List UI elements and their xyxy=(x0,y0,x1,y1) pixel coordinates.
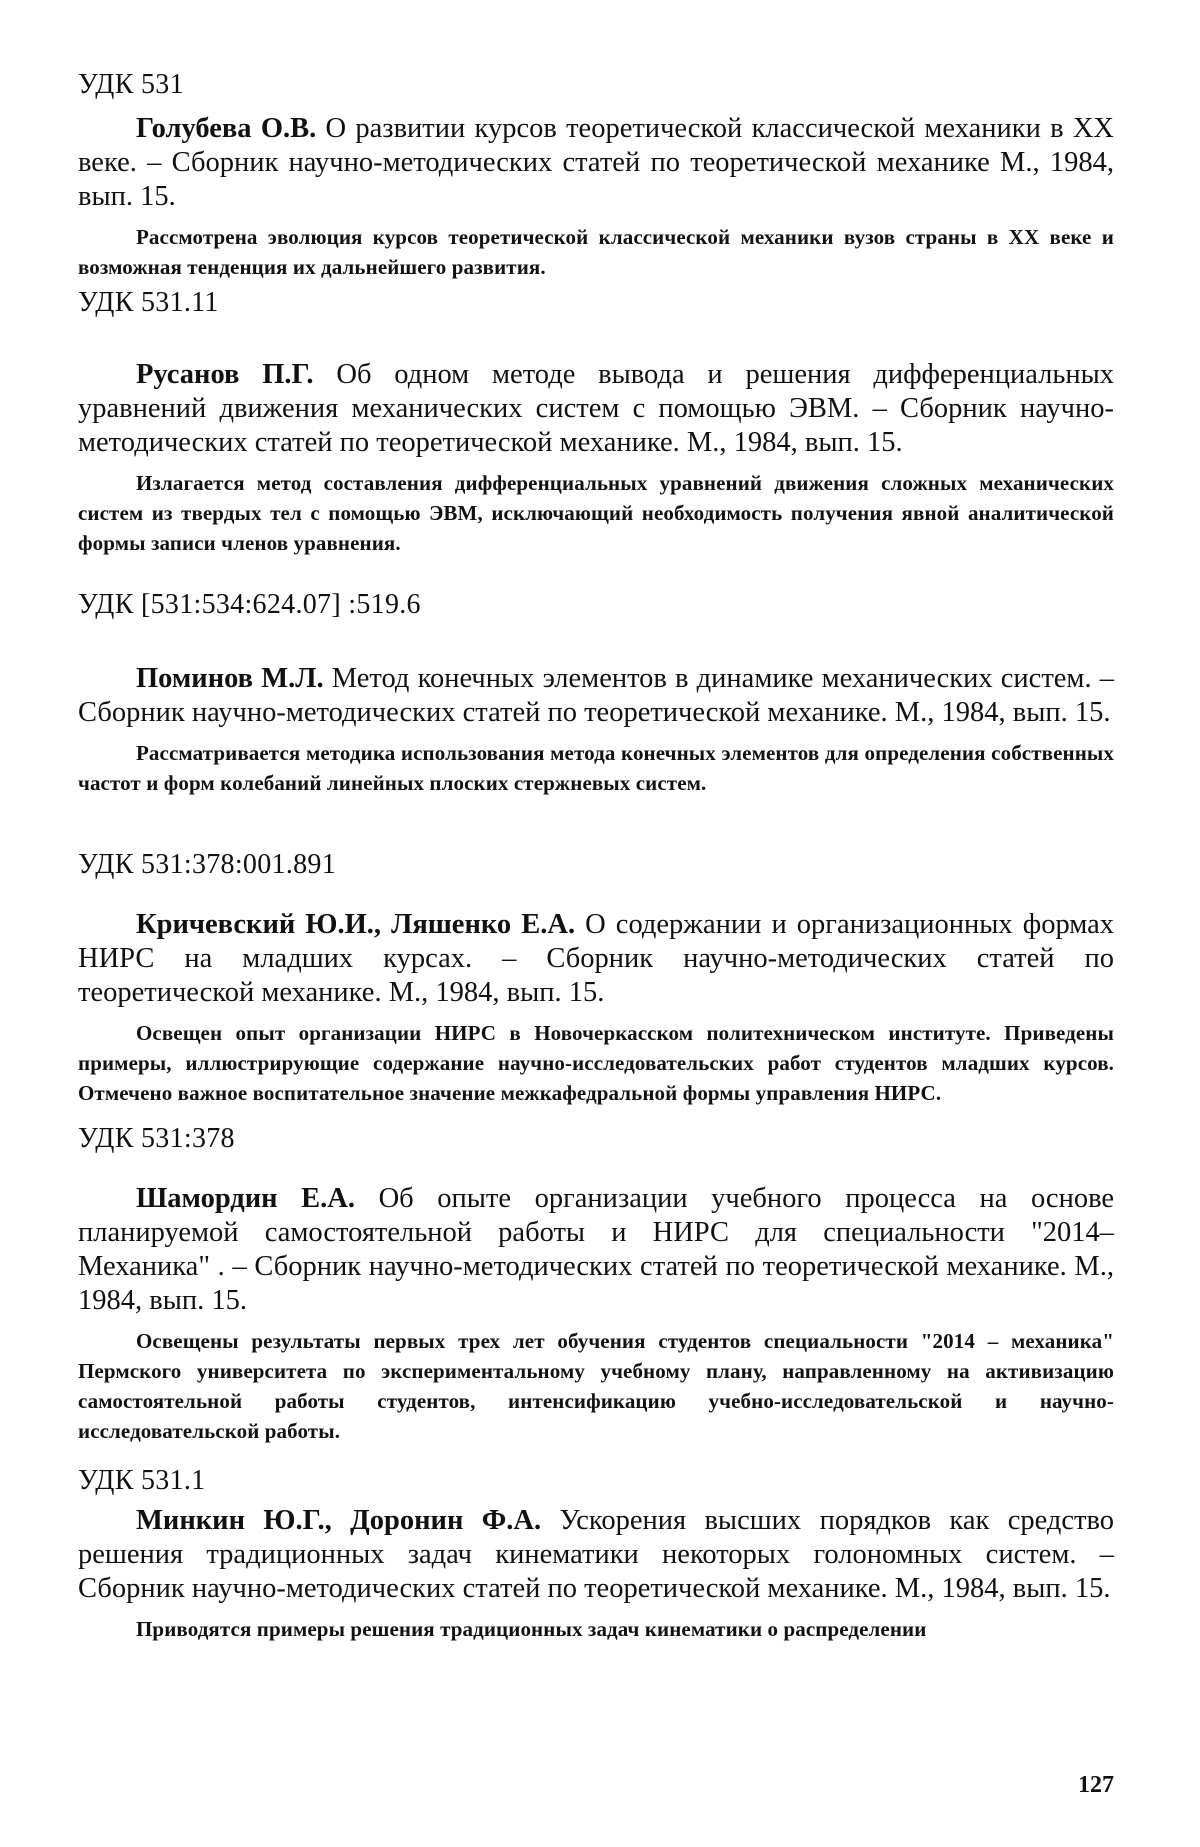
udc-code: УДК [531:534:624.07] :519.6 xyxy=(78,589,421,620)
abstract-entry xyxy=(78,848,1114,1108)
entry-title: Метод конечных элементов в динамике механических систем. – Сборник научно-методических статей по теоретической механике. М., 1984, вып. 15. xyxy=(78,663,1115,728)
entry-title: Об одном методе вывода и решения дифференциальных уравнений движения механических систем с помощью ЭВМ. – Сборник научно-методических статей по теоретической механике. М., 1984, вып. 15. xyxy=(78,359,1115,458)
entry-authors: Шамордин Е.А. xyxy=(136,1183,355,1214)
udc-code: УДК 531:378 xyxy=(78,1123,235,1154)
entry-citation xyxy=(78,112,1114,214)
abstract-entry xyxy=(78,1122,1114,1446)
entry-abstract: Освещены результаты первых трех лет обучения студентов специальности "2014 – механика" Пермского университета по экспериментальному учебному плану, направленному на активизацию самостоятельной работы студентов, интенсификацию учебно-исследовательской и научно-исследовательской работы. xyxy=(78,1329,1114,1443)
entry-authors: Голубева О.В. xyxy=(136,113,317,144)
entry-authors: Русанов П.Г. xyxy=(136,359,314,390)
udc-code: УДК 531.11 xyxy=(78,287,219,318)
entry-authors: Минкин Ю.Г., Доронин Ф.А. xyxy=(136,1505,542,1536)
entry-citation xyxy=(78,662,1114,730)
entry-abstract: Освещен опыт организации НИРС в Новочеркасском политехническом институте. Приведены примеры, иллюстрирующие содержание научно-исследовательских работ студентов младших курсов. Отмечено важное воспитательное значение межкафедральной формы управления НИРС. xyxy=(78,1021,1114,1105)
entry-abstract: Рассмотрена эволюция курсов теоретической классической механики вузов страны в XX веке и возможная тенденция их дальнейшего развития. xyxy=(78,225,1114,279)
udc-code: УДК 531:378:001.891 xyxy=(78,849,337,880)
entry-citation xyxy=(78,1504,1114,1606)
page-number: 127 xyxy=(1078,1772,1114,1798)
entry-title: О развитии курсов теоретической классической механики в XX веке. – Сборник научно-методических статей по теоретической механике М., 1984, вып. 15. xyxy=(78,113,1115,212)
abstract-entry xyxy=(78,68,1114,282)
document-page xyxy=(78,40,1114,1644)
entry-abstract: Излагается метод составления дифференциальных уравнений движения сложных механических систем из твердых тел с помощью ЭВМ, исключающий необходимость получения явной аналитической формы записи членов уравнения. xyxy=(78,471,1114,555)
abstract-entry xyxy=(78,286,1114,558)
abstract-entry xyxy=(78,1464,1114,1644)
entry-title: Об опыте организации учебного процесса на основе планируемой самостоятельной работы и НИРС для специальности "2014– Механика" . – Сборник научно-методических статей по теоретической механике. М., 1984, вып. 15. xyxy=(78,1183,1115,1316)
entry-authors: Поминов М.Л. xyxy=(136,663,324,694)
entry-citation xyxy=(78,1182,1114,1318)
abstract-entry xyxy=(78,588,1114,798)
entry-title: Ускорения высших порядков как средство решения традиционных задач кинематики некоторых голономных систем. – Сборник научно-методических статей по теоретической механике. М., 1984, вып. 15. xyxy=(78,1505,1115,1604)
entry-citation xyxy=(78,358,1114,460)
entry-citation xyxy=(78,908,1114,1010)
udc-code: УДК 531.1 xyxy=(78,1465,206,1496)
entry-abstract: Приводятся примеры решения традиционных задач кинематики о распределении xyxy=(136,1617,927,1641)
entry-title: О содержании и организационных формах НИРС на младших курсах. – Сборник научно-методических статей по теоретической механике. М., 1984, вып. 15. xyxy=(78,909,1115,1008)
udc-code: УДК 531 xyxy=(78,69,184,100)
entry-abstract: Рассматривается методика использования метода конечных элементов для определения собственных частот и форм колебаний линейных плоских стержневых систем. xyxy=(78,741,1114,795)
entry-authors: Кричевский Ю.И., Ляшенко Е.А. xyxy=(136,909,576,940)
